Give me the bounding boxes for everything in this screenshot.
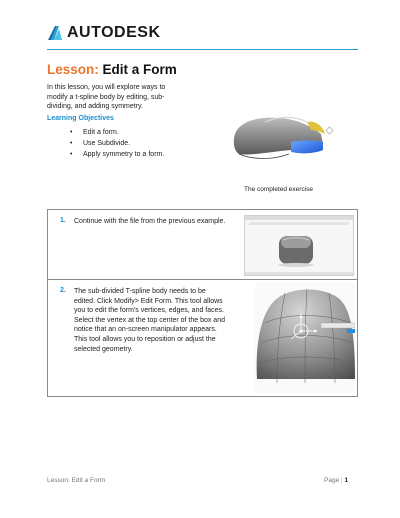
viewcube-icon	[326, 127, 333, 134]
step-instructions: Continue with the file from the previous example.	[74, 218, 226, 225]
footer-lesson-title: Lesson: Edit a Form	[47, 477, 106, 484]
step-number: 1.	[60, 217, 66, 224]
completed-exercise-image	[225, 104, 335, 168]
objective-item: • Edit a form.	[70, 127, 164, 138]
objective-item: • Apply symmetry to a form.	[70, 149, 164, 160]
image-caption: The completed exercise	[244, 186, 314, 193]
rounded-box-model	[245, 216, 354, 276]
app-statusbar	[245, 272, 353, 275]
page-separator: |	[341, 477, 343, 484]
lesson-intro: In this lesson, you will explore ways to modify a t-spline body by editing, sub-dividing, and adding symmetry.	[47, 84, 166, 111]
title-text: Edit a Form	[102, 62, 177, 77]
step-number: 2.	[60, 287, 66, 294]
page-number-value: 1	[344, 477, 349, 484]
step-instructions: The sub-divided T-spline body needs to be edited. Click Modify> Edit Form. This tool allows you to edit the form's vertices, edges, and faces. Select the vertex at the top center of the box and notice that an on-screen manipulator appears. This tool allows you to reposition or adjust the selected geometry.	[74, 288, 225, 353]
page-title	[47, 62, 177, 77]
autodesk-logo	[47, 24, 161, 42]
autodesk-a-icon	[47, 25, 63, 41]
edit-form-screenshot	[255, 283, 355, 393]
objectives-heading: Learning Objectives	[47, 115, 114, 122]
steps-table	[47, 209, 358, 397]
page-number	[324, 477, 348, 484]
title-prefix: Lesson:	[47, 62, 99, 77]
logo-wordmark: AUTODESK	[67, 24, 161, 41]
step-row	[48, 210, 357, 280]
objective-item: • Use Subdivide.	[70, 138, 164, 149]
header-divider	[47, 49, 358, 50]
step-row	[48, 280, 357, 396]
step-1-screenshot	[244, 215, 354, 276]
page-label: Page	[324, 477, 340, 484]
objectives-list	[70, 127, 164, 160]
